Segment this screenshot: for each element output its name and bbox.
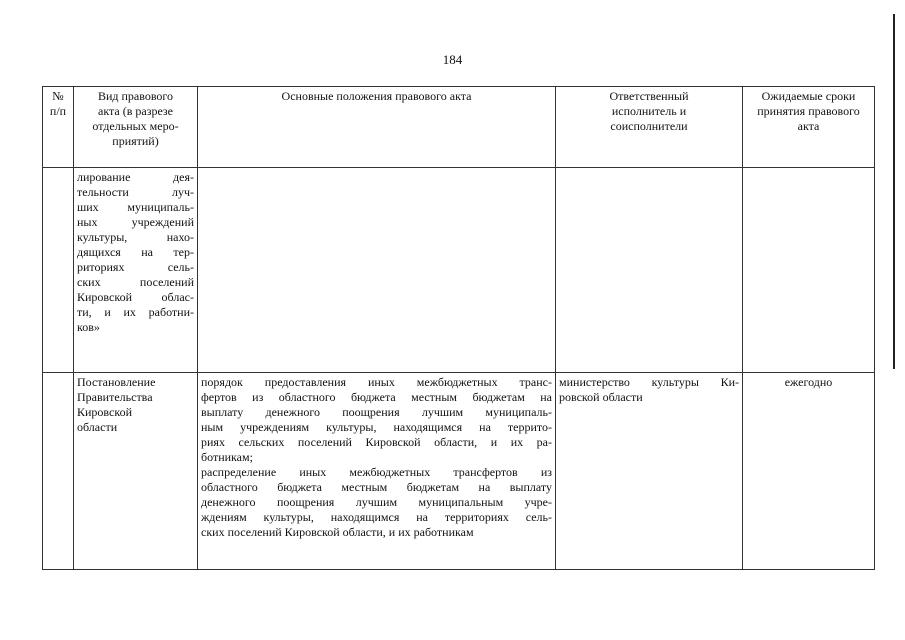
header-executor: Ответственный исполнитель и соисполнители	[556, 87, 743, 168]
header-deadline: Ожидаемые сроки принятия правового акта	[743, 87, 875, 168]
table-row	[43, 168, 875, 373]
row-deadline	[743, 168, 875, 373]
scan-edge-line	[893, 14, 895, 369]
header-num: № п/п	[43, 87, 74, 168]
row-executor: министерство культуры Ки- ровской области	[556, 373, 743, 570]
row-num	[43, 168, 74, 373]
row-provisions	[198, 168, 556, 373]
row-act-type: Постановление Правительства Кировской области	[74, 373, 198, 570]
header-act-type: Вид правового акта (в разрезе отдельных меро- приятий)	[74, 87, 198, 168]
row-provisions: порядок предоставления иных межбюджетных транс- фертов из областного бюджета местным бюджетам на выплату денежного поощрения лучшим муниципаль- ным учреждениям культуры, находящимся на террито- риях сельских поселений Кировской области, и их ра- ботникам; распределение иных межбюджетных трансфертов из областного бюджета местным бюджетам на выплату денежного поощрения лучшим муниципальным учре- ждениям культуры, находящимся на территориях сель- ских поселений Кировской области, и их работникам	[198, 373, 556, 570]
legal-acts-table	[42, 86, 875, 570]
header-provisions: Основные положения правового акта	[198, 87, 556, 168]
table-header-row	[43, 87, 875, 168]
row-deadline: ежегодно	[743, 373, 875, 570]
row-act-type: лирование дея- тельности луч- ших муниципаль- ных учреждений культуры, нахо- дящихся на тер- риториях сель- ских поселений Кировской облас- ти, и их работни- ков»	[74, 168, 198, 373]
table-row	[43, 373, 875, 570]
row-num	[43, 373, 74, 570]
page-number: 184	[442, 52, 463, 67]
row-executor	[556, 168, 743, 373]
